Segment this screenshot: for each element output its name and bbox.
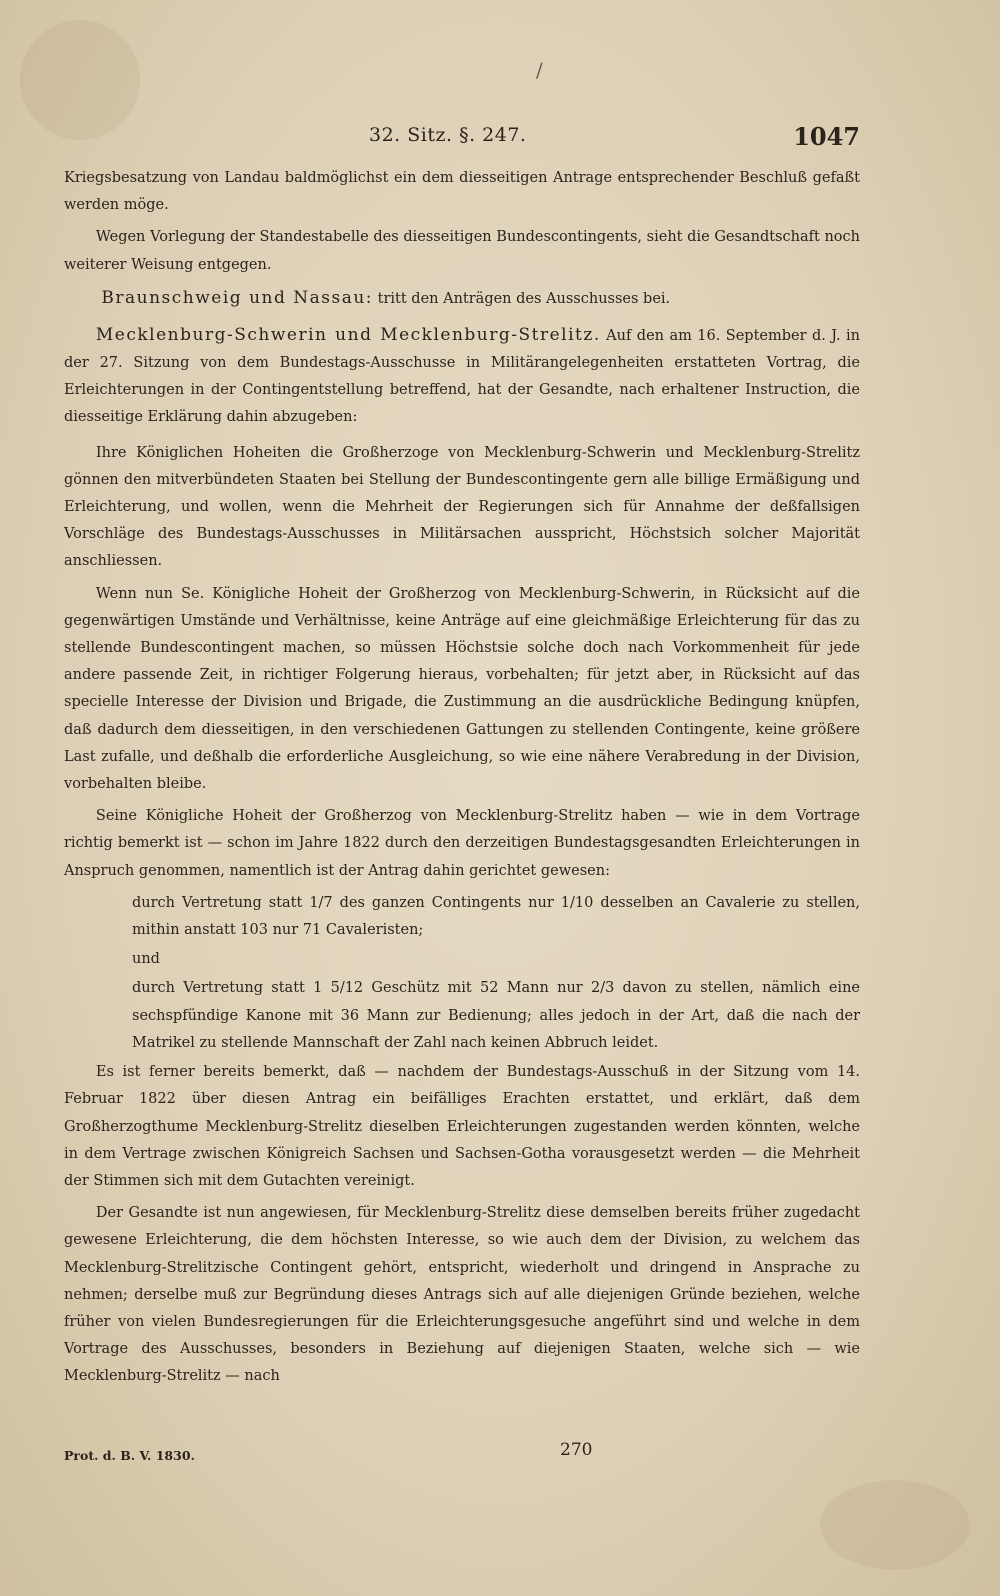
state-heading: Mecklenburg-Schwerin und Mecklenburg-Strelitz.	[95, 324, 601, 345]
paragraph-braunschweig	[64, 284, 860, 314]
paragraph-text: tritt den Anträgen des Ausschusses bei.	[373, 290, 671, 307]
page-header	[64, 122, 860, 154]
paragraph: Der Gesandte ist nun angewiesen, für Mecklenburg-Strelitz diese demselben bereits früher zugedacht gewesene Erleichterung, die dem höchsten Interesse, so wie auch dem der Division, zu welchem das Mecklenburg-Strelitzische Contingent gehört, entspricht, wiederholt und dringend in Ansprache zu nehmen; derselbe muß zur Begründung dieses Antrags sich auf alle diejenigen Gründe beziehen, welche früher von vielen Bundesregierungen für die Erleichterungsgesuche angeführt sind und welche in dem Vortrage des Ausschusses, besonders in Beziehung auf diejenigen Staaten, welche sich — wie Mecklenburg-Strelitz — nach	[64, 1205, 860, 1385]
sheet-number: 270	[560, 1440, 593, 1460]
indented-item: durch Vertretung statt 1 5/12 Geschütz mit 52 Mann nur 2/3 davon zu stellen, nämlich eine sechspfündige Kanone mit 36 Mann zur Bedienung; alles jedoch in der Art, daß die nach der Matrikel zu stellende Mannschaft der Zahl nach keinen Abbruch leidet.	[132, 980, 860, 1051]
indented-item: und	[132, 951, 160, 968]
paragraph: Ihre Königlichen Hoheiten die Großherzoge von Mecklenburg-Schwerin und Mecklenburg-Strelitz gönnen den mitverbündeten Staaten bei Stellung der Bundescontingente gern alle billige Ermäßigung und Erleichterung, und wollen, wenn die Mehrheit der Regierungen sich für Annahme der deßfallsigen Vorschläge des Bundestags-Ausschusses in Militärsachen ausspricht, Höchstsich solcher Majorität anschliessen.	[64, 444, 860, 570]
indented-block	[132, 890, 860, 1057]
page-footer	[64, 1440, 860, 1470]
paragraph-text: Auf den am 16. September d. J. in der 27. Sitzung von dem Bundestags-Ausschusse in Militärangelegenheiten erstatteten Vortrag, die Erleichterungen in der Contingentstellung betreffend, hat der Gesandte, nach erhaltener Instruction, die diesseitige Erklärung dahin abzugeben:	[64, 327, 860, 426]
paragraph: Kriegsbesatzung von Landau baldmöglichst ein dem diesseitigen Antrage entsprechender Beschluß gefaßt werden möge.	[64, 170, 860, 214]
paper-stain	[820, 1480, 970, 1570]
pencil-mark: /	[536, 58, 543, 82]
paragraph: Wenn nun Se. Königliche Hoheit der Großherzog von Mecklenburg-Schwerin, in Rücksicht auf die gegenwärtigen Umstände und Verhältnisse, keine Anträge auf eine gleichmäßige Erleichterung für das zu stellende Bundescontingent machen, so müssen Höchstsie solche doch nach Vorkommenheit für jede andere passende Zeit, in richtiger Folgerung hieraus, vorbehalten; für jetzt aber, in Rücksicht auf das specielle Interesse der Division und Brigade, die Zustimmung an die ausdrückliche Bedingung knüpfen, daß dadurch dem diesseitigen, in den verschiedenen Gattungen zu stellenden Contingente, keine größere Last zufalle, und deßhalb die erforderliche Ausgleichung, so wie eine nähere Verabredung in der Division, vorbehalten bleibe.	[64, 585, 860, 793]
page-number: 1047	[793, 122, 860, 151]
running-title: 32. Sitz. §. 247.	[369, 124, 527, 146]
indented-item: durch Vertretung statt 1/7 des ganzen Contingents nur 1/10 desselben an Cavalerie zu stellen, mithin anstatt 103 nur 71 Cavaleristen;	[132, 894, 860, 939]
paragraph: Wegen Vorlegung der Standestabelle des diesseitigen Bundescontingents, sieht die Gesandtschaft noch weiterer Weisung entgegen.	[64, 229, 860, 273]
paragraph: Es ist ferner bereits bemerkt, daß — nachdem der Bundestags-Ausschuß in der Sitzung vom 14. Februar 1822 über diesen Antrag ein beifälliges Erachten erstattet, und erklärt, daß dem Großherzogthume Mecklenburg-Strelitz dieselben Erleichterungen zugestanden werden könnten, welche in dem Vertrage zwischen Königreich Sachsen und Sachsen-Gotha vorausgesetzt werden — die Mehrheit der Stimmen sich mit dem Gutachten vereinigt.	[64, 1064, 860, 1189]
footer-signature: Prot. d. B. V. 1830.	[64, 1448, 195, 1463]
page-body	[64, 165, 860, 1396]
paragraph-mecklenburg	[64, 322, 860, 432]
state-heading: Braunschweig und Nassau:	[101, 287, 374, 308]
paragraph: Seine Königliche Hoheit der Großherzog von Mecklenburg-Strelitz haben — wie in dem Vortrage richtig bemerkt ist — schon im Jahre 1822 durch den derzeitigen Bundestagsgesandten Erleichterungen in Anspruch genommen, namentlich ist der Antrag dahin gerichtet gewesen:	[64, 808, 860, 879]
